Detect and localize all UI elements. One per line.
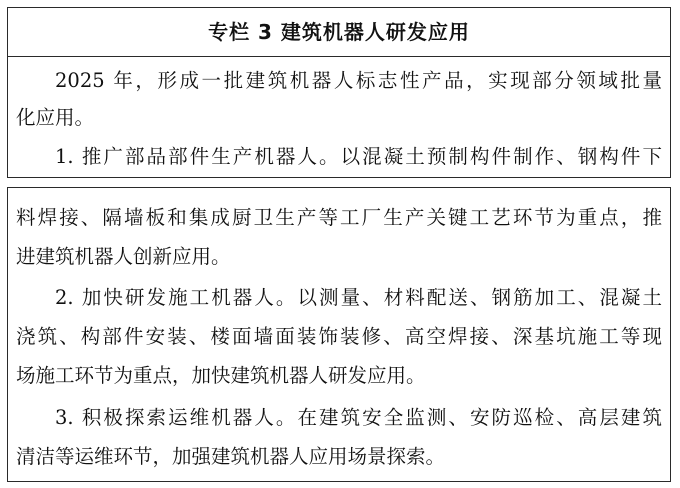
paragraph-line: 清洁等运维环节，加强建筑机器人应用场景探索。 (16, 445, 446, 468)
paragraph-line: 进建筑机器人创新应用。 (16, 245, 231, 268)
paragraph-line: 2. 加快研发施工机器人。以测量、材料配送、钢筋加工、混凝土 (55, 286, 662, 309)
paragraph-line: 1. 推广部品部件生产机器人。以混凝土预制构件制作、钢构件下 (55, 145, 662, 168)
paragraph-line: 2025 年，形成一批建筑机器人标志性产品，实现部分领域批量 (55, 69, 662, 92)
sidebar-title: 专栏 3 建筑机器人研发应用 (8, 8, 670, 57)
paragraph-line: 场施工环节为重点，加快建筑机器人研发应用。 (16, 364, 426, 387)
paragraph-line: 3. 积极探索运维机器人。在建筑安全监测、安防巡检、高层建筑 (55, 406, 662, 429)
paragraph-line: 化应用。 (16, 106, 95, 129)
paragraph-line: 料焊接、隔墙板和集成厨卫生产等工厂生产关键工艺环节为重点，推 (16, 206, 662, 229)
sidebar-box-continuation (7, 187, 671, 482)
paragraph-line: 浇筑、构部件安装、楼面墙面装饰装修、高空焊接、深基坑施工等现 (16, 325, 662, 348)
sidebar-box-top (7, 7, 671, 178)
